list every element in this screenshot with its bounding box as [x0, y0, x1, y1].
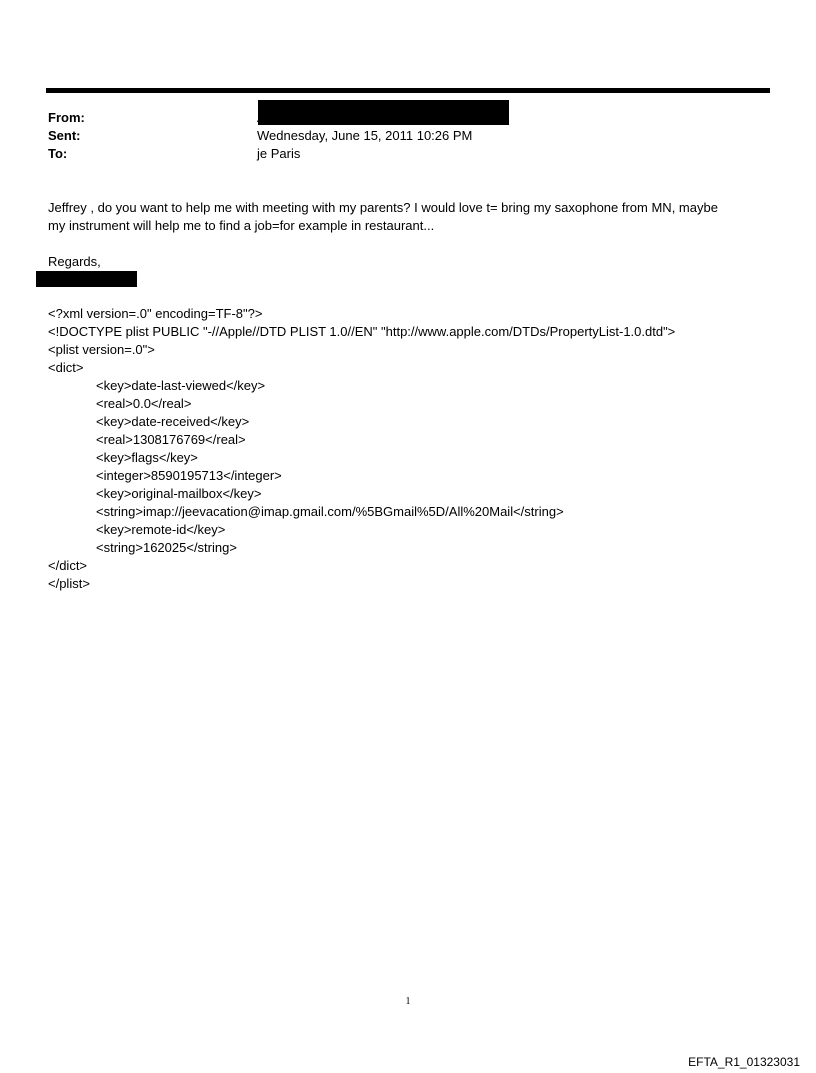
message-line: my instrument will help me to find a job=for example in restaurant...: [48, 218, 435, 233]
redaction-box-signature: [36, 271, 137, 287]
sent-row: [48, 127, 748, 144]
plist-line: <key>date-last-viewed</key>: [96, 378, 266, 393]
from-label: From:: [48, 110, 85, 125]
plist-line: <string>imap://jeevacation@imap.gmail.com/%5BGmail%5D/All%20Mail</string>: [96, 504, 564, 519]
plist-line: <key>remote-id</key>: [96, 522, 226, 537]
plist-line: <key>date-received</key>: [96, 414, 250, 429]
to-row: [48, 145, 748, 162]
page-number: 1: [405, 996, 411, 1007]
plist-line: <plist version=.0">: [48, 342, 155, 357]
plist-line: <integer>8590195713</integer>: [96, 468, 282, 483]
plist-line: <key>flags</key>: [96, 450, 198, 465]
plist-line: <string>162025</string>: [96, 540, 237, 555]
header-divider: [46, 88, 770, 93]
plist-line: </plist>: [48, 576, 90, 591]
sent-value: Wednesday, June 15, 2011 10:26 PM: [257, 128, 473, 143]
to-label: To:: [48, 146, 68, 161]
plist-line: </dict>: [48, 558, 88, 573]
message-line: Jeffrey , do you want to help me with meeting with my parents? I would love t= bring my saxophone from MN, maybe: [48, 200, 718, 215]
plist-line: <!DOCTYPE plist PUBLIC "-//Apple//DTD PLIST 1.0//EN" "http://www.apple.com/DTDs/PropertyList-1.0.dtd">: [48, 324, 676, 339]
bates-number: EFTA_R1_01323031: [688, 1055, 800, 1069]
message-body: [48, 199, 768, 235]
redaction-box-sender: [258, 100, 509, 125]
plist-metadata: [48, 305, 675, 593]
sent-label: Sent:: [48, 128, 81, 143]
plist-line: <key>original-mailbox</key>: [96, 486, 262, 501]
plist-line: <?xml version=.0" encoding=TF-8"?>: [48, 306, 263, 321]
closing-text: Regards,: [48, 254, 101, 269]
plist-line: <dict>: [48, 360, 84, 375]
to-value: je Paris: [257, 146, 301, 161]
plist-line: <real>0.0</real>: [96, 396, 192, 411]
plist-line: <real>1308176769</real>: [96, 432, 246, 447]
